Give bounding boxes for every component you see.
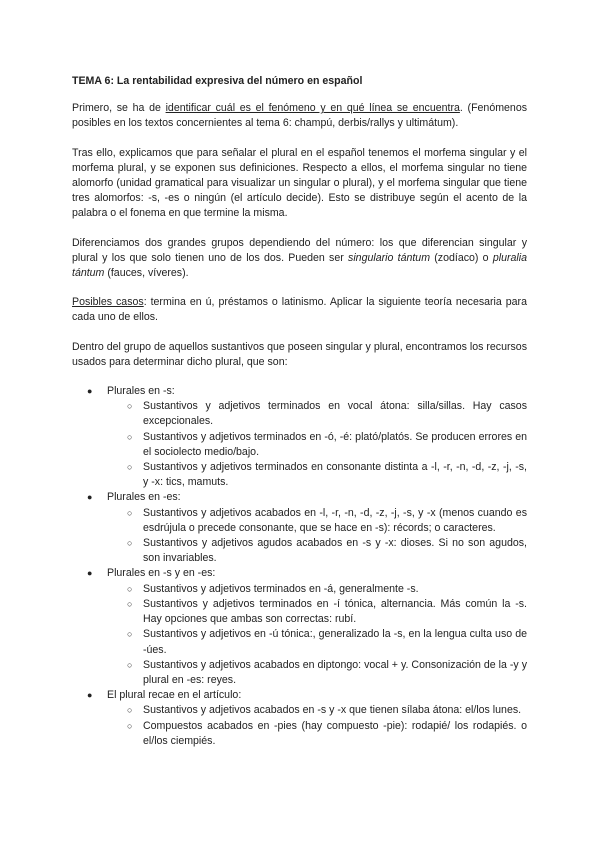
list-item <box>107 430 527 460</box>
circle-bullet-icon: ○ <box>127 659 133 670</box>
plural-group-label: Plurales en -es: <box>107 491 181 504</box>
paragraph-intro-pre: Primero, se ha de <box>72 102 166 115</box>
circle-bullet-icon: ○ <box>127 720 133 731</box>
circle-bullet-icon: ○ <box>127 507 133 518</box>
bullet-icon: ● <box>87 690 93 701</box>
circle-bullet-icon: ○ <box>127 538 133 549</box>
plural-group-label: Plurales en -s y en -es: <box>107 567 216 580</box>
paragraph-intro-underlined: identificar cuál es el fenómeno y en qué línea se encuentra <box>165 102 460 115</box>
plural-group <box>72 384 527 490</box>
list-item <box>107 658 527 688</box>
list-item-text: Sustantivos y adjetivos acabados en diptongo: vocal + y. Consonización de la -y y plural en -es: reyes. <box>143 658 527 686</box>
list-item <box>107 460 527 490</box>
paragraph-intro-post: . (Fenómenos posibles en los textos concernientes al tema 6: champú, derbis/rallys y ultimátum). <box>72 102 528 130</box>
list-item <box>107 719 527 749</box>
list-item-text: Sustantivos y adjetivos terminados en vocal átona: silla/sillas. Hay casos excepcionales. <box>143 400 527 428</box>
paragraph-resources: Dentro del grupo de aquellos sustantivos que poseen singular y plural, encontramos los recursos usados para determinar dicho plural, que son: <box>72 340 527 368</box>
list-item-text: Sustantivos y adjetivos terminados en -ó, -é: plató/platós. Se producen errores en el sociolecto medio/bajo. <box>143 430 527 458</box>
term-singulario-tantum: singulario tántum <box>348 251 431 264</box>
paragraph-groups-mid: (zodíaco) o <box>430 251 493 264</box>
bullet-icon: ● <box>87 492 93 503</box>
circle-bullet-icon: ○ <box>127 583 133 594</box>
list-item-text: Sustantivos y adjetivos terminados en -í tónica, alternancia. Más común la -s. Hay opciones que ambas son correctas: rubí. <box>143 597 527 626</box>
term-pluralia-tantum: pluralia tántum <box>72 251 527 280</box>
list-item-text: Sustantivos y adjetivos terminados en -á, generalmente -s. <box>143 582 419 595</box>
list-item <box>107 703 527 718</box>
bullet-icon: ● <box>87 568 93 579</box>
circle-bullet-icon: ○ <box>127 705 133 716</box>
list-item <box>107 506 527 536</box>
list-item-text: Sustantivos y adjetivos acabados en -l, -r, -n, -d, -z, -j, -s, y -x (menos cuando es esdrújula o precede consonante, que se hace en -s): récords; o caracteres. <box>143 506 527 534</box>
list-item-text: Sustantivos y adjetivos terminados en consonante distinta a -l, -r, -n, -d, -z, -j, -s, y -x: tics, mamuts. <box>143 461 527 489</box>
list-item <box>107 597 527 627</box>
list-item <box>107 536 527 566</box>
plural-group-label: Plurales en -s: <box>107 385 175 398</box>
paragraph-cases <box>72 295 527 325</box>
plural-subitems <box>107 582 527 688</box>
plural-group <box>72 688 527 749</box>
plural-subitems <box>107 703 527 749</box>
circle-bullet-icon: ○ <box>127 462 133 473</box>
list-item-text: Sustantivos y adjetivos en -ú tónica:, generalizado la -s, en la lengua culta uso de -úes. <box>143 628 527 656</box>
circle-bullet-icon: ○ <box>127 629 133 640</box>
plural-group-label: El plural recae en el artículo: <box>107 689 242 702</box>
paragraph-groups-post: (fauces, víveres). <box>104 267 189 280</box>
bullet-icon: ● <box>87 386 93 397</box>
list-item <box>107 582 527 597</box>
paragraph-groups <box>72 236 527 282</box>
circle-bullet-icon: ○ <box>127 401 133 412</box>
plural-subitems <box>107 506 527 567</box>
circle-bullet-icon: ○ <box>127 598 133 609</box>
paragraph-cases-underlined: Posibles casos <box>72 296 144 309</box>
plural-group <box>72 490 527 566</box>
paragraph-intro <box>72 101 527 131</box>
circle-bullet-icon: ○ <box>127 431 133 442</box>
list-item-text: Sustantivos y adjetivos acabados en -s y -x que tienen sílaba átona: el/los lunes. <box>143 704 522 717</box>
document-title: TEMA 6: La rentabilidad expresiva del número en español <box>72 75 363 87</box>
paragraph-morphemes: Tras ello, explicamos que para señalar el plural en el español tenemos el morfema singular y el morfema plural, y se exponen sus definiciones. Respecto a ellos, el morfema singular no tiene alomorfo (unidad gramatical para visualizar un singular o plural), y el morfema singular que tiene tres alomorfos: -s, -es o ningún (el artículo decide). Esto se distribuye según el acento de la palabra o el fonema en que termine la misma. <box>72 146 527 220</box>
list-item <box>107 399 527 429</box>
list-item-text: Compuestos acabados en -pies (hay compuesto -pie): rodapié/ los rodapiés. o el/los ciempiés. <box>143 719 527 747</box>
paragraph-cases-post: : termina en ú, préstamos o latinismo. Aplicar la siguiente teoría necesaria para cada uno de ellos. <box>72 296 527 324</box>
plural-subitems <box>107 399 527 490</box>
document-body <box>72 74 527 749</box>
plural-group <box>72 566 527 688</box>
list-item <box>107 627 527 657</box>
paragraph-groups-pre: Diferenciamos dos grandes grupos dependiendo del número: los que diferencian singular y plural y los que solo tienen uno de los dos. Pueden ser <box>72 236 527 264</box>
plural-rules-list <box>72 384 527 749</box>
list-item-text: Sustantivos y adjetivos agudos acabados en -s y -x: dioses. Si no son agudos, son invariables. <box>143 537 527 565</box>
